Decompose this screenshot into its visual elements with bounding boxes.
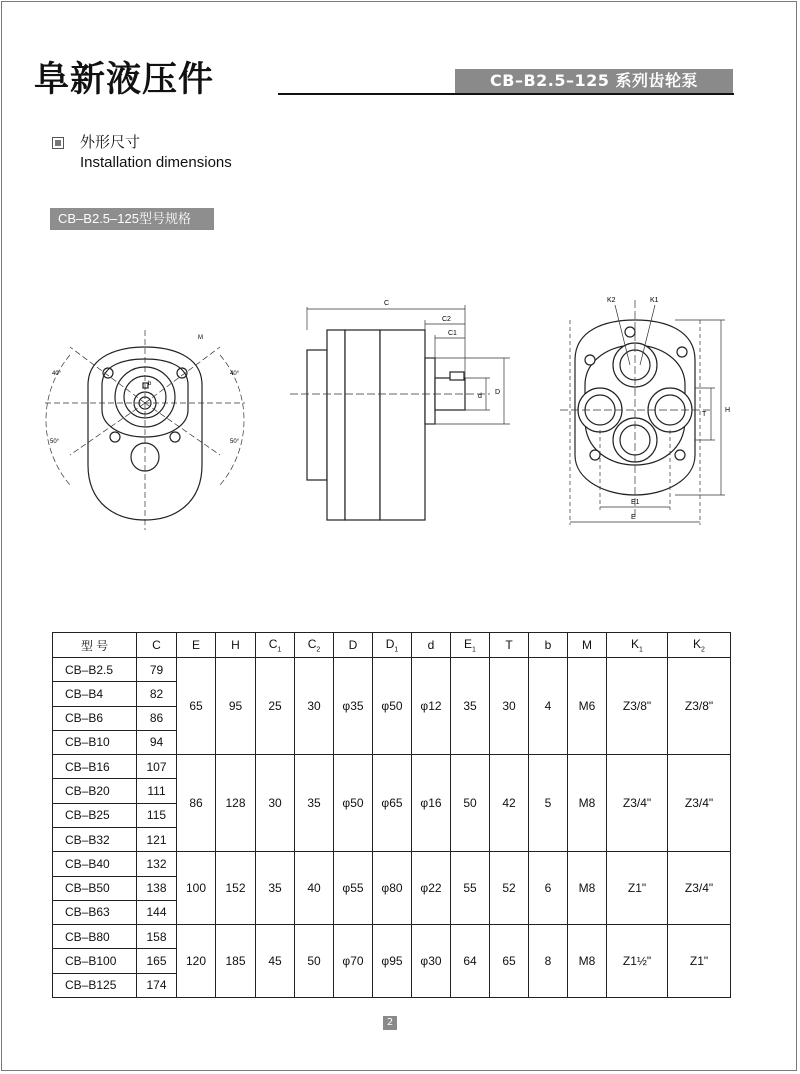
spec-value-cell-c1: 35 [256, 852, 295, 925]
spec-value-cell-d1: φ95 [373, 925, 412, 998]
spec-value-cell-d: φ70 [334, 925, 373, 998]
spec-value-cell-k1: Z3/8" [607, 658, 668, 755]
rear-label-e: E [631, 514, 636, 521]
spec-value-cell-h: 152 [216, 852, 256, 925]
spec-value-cell-t: 52 [490, 852, 529, 925]
spec-value-cell-c1: 45 [256, 925, 295, 998]
spec-value-cell-e1: 64 [451, 925, 490, 998]
series-title: CB–B2.5–125 系列齿轮泵 [455, 69, 733, 93]
header-cell: D [334, 633, 373, 658]
spec-value-cell-e: 86 [177, 755, 216, 852]
model-cell: CB–B2.5 [53, 658, 137, 682]
spec-value-cell-m: M8 [568, 925, 607, 998]
spec-value-cell-d: φ16 [412, 755, 451, 852]
front-view-drawing [40, 325, 250, 535]
spec-value-cell-b: 4 [529, 658, 568, 755]
side-label-d-small: d [478, 393, 482, 400]
spec-value-cell-k1: Z3/4" [607, 755, 668, 852]
header-cell: $K_2$ [668, 633, 731, 658]
model-cell: CB–B125 [53, 973, 137, 997]
spec-value-cell-b: 6 [529, 852, 568, 925]
c-value-cell: 165 [137, 949, 177, 973]
model-cell: CB–B32 [53, 827, 137, 851]
spec-value-cell-c2: 50 [295, 925, 334, 998]
spec-value-cell-e: 65 [177, 658, 216, 755]
spec-value-cell-k2: Z3/4" [668, 852, 731, 925]
spec-value-cell-k1: Z1½" [607, 925, 668, 998]
rear-view-drawing [555, 290, 735, 530]
spec-value-cell-d: φ30 [412, 925, 451, 998]
spec-value-cell-c2: 35 [295, 755, 334, 852]
c-value-cell: 121 [137, 827, 177, 851]
spec-value-cell-h: 128 [216, 755, 256, 852]
spec-value-cell-t: 65 [490, 925, 529, 998]
table-row [53, 658, 731, 682]
side-view-drawing [290, 290, 520, 530]
model-cell: CB–B63 [53, 900, 137, 924]
c-value-cell: 158 [137, 925, 177, 949]
c-value-cell: 144 [137, 900, 177, 924]
spec-value-cell-d: φ22 [412, 852, 451, 925]
spec-value-cell-b: 8 [529, 925, 568, 998]
spec-value-cell-c2: 40 [295, 852, 334, 925]
spec-value-cell-h: 95 [216, 658, 256, 755]
model-cell: CB–B20 [53, 779, 137, 803]
spec-value-cell-m: M8 [568, 755, 607, 852]
spec-value-cell-d1: φ50 [373, 658, 412, 755]
spec-value-cell-t: 30 [490, 658, 529, 755]
c-value-cell: 111 [137, 779, 177, 803]
spec-value-cell-c1: 30 [256, 755, 295, 852]
model-cell: CB–B80 [53, 925, 137, 949]
spec-value-cell-k2: Z1" [668, 925, 731, 998]
spec-value-cell-k2: Z3/8" [668, 658, 731, 755]
front-label-m: M [198, 335, 203, 341]
header-cell: T [490, 633, 529, 658]
c-value-cell: 82 [137, 682, 177, 706]
model-cell: CB–B6 [53, 706, 137, 730]
c-value-cell: 94 [137, 730, 177, 754]
model-cell: CB–B100 [53, 949, 137, 973]
spec-label: CB–B2.5–125型号规格 [50, 208, 214, 230]
header-cell: M [568, 633, 607, 658]
header-cell: d [412, 633, 451, 658]
header-cell: $D_1$ [373, 633, 412, 658]
spec-value-cell-k1: Z1" [607, 852, 668, 925]
header-cell: $K_1$ [607, 633, 668, 658]
model-cell: CB–B25 [53, 803, 137, 827]
spec-value-cell-c2: 30 [295, 658, 334, 755]
spec-value-cell-d: φ12 [412, 658, 451, 755]
side-label-c2: C2 [442, 316, 451, 323]
table-row [53, 925, 731, 949]
spec-value-cell-d: φ55 [334, 852, 373, 925]
model-cell: CB–B4 [53, 682, 137, 706]
side-label-c: C [384, 300, 390, 307]
table-row [53, 755, 731, 779]
model-cell: CB–B50 [53, 876, 137, 900]
brand-title: 阜新液压件 [34, 60, 215, 100]
spec-value-cell-e: 100 [177, 852, 216, 925]
front-angle-left-40: 40° [52, 371, 62, 377]
spec-value-cell-t: 42 [490, 755, 529, 852]
header-cell: E [177, 633, 216, 658]
header-cell: b [529, 633, 568, 658]
rear-label-e1: E1 [631, 499, 640, 506]
spec-value-cell-d1: φ65 [373, 755, 412, 852]
model-cell: CB–B10 [53, 730, 137, 754]
spec-value-cell-m: M6 [568, 658, 607, 755]
spec-value-cell-e1: 35 [451, 658, 490, 755]
spec-value-cell-c1: 25 [256, 658, 295, 755]
model-cell: CB–B40 [53, 852, 137, 876]
spec-value-cell-b: 5 [529, 755, 568, 852]
c-value-cell: 86 [137, 706, 177, 730]
side-label-c1: C1 [448, 330, 457, 337]
spec-value-cell-d1: φ80 [373, 852, 412, 925]
side-label-d-large: D [495, 389, 501, 396]
spec-value-cell-e: 120 [177, 925, 216, 998]
spec-value-cell-e1: 55 [451, 852, 490, 925]
front-angle-left-50: 50° [50, 439, 60, 445]
rear-label-h: H [725, 407, 731, 414]
section-title-cn: 外形尺寸 [80, 133, 141, 151]
spec-value-cell-k2: Z3/4" [668, 755, 731, 852]
front-label-b: b [148, 381, 152, 387]
header-cell: C [137, 633, 177, 658]
header-cell: $C_2$ [295, 633, 334, 658]
c-value-cell: 138 [137, 876, 177, 900]
section-title-en: Installation dimensions [80, 154, 232, 171]
header-rule [278, 93, 734, 95]
c-value-cell: 107 [137, 755, 177, 779]
table-header-row [53, 633, 731, 658]
header-cell: 型 号 [53, 633, 137, 658]
spec-value-cell-m: M8 [568, 852, 607, 925]
header-cell: $E_1$ [451, 633, 490, 658]
model-cell: CB–B16 [53, 755, 137, 779]
page-number: 2 [383, 1016, 397, 1030]
rear-label-k1: K1 [650, 297, 659, 304]
section-bullet-icon [52, 137, 64, 149]
header-cell: H [216, 633, 256, 658]
spec-value-cell-d: φ35 [334, 658, 373, 755]
front-angle-right-50: 50° [230, 439, 240, 445]
rear-label-t: T [702, 411, 707, 418]
c-value-cell: 115 [137, 803, 177, 827]
header-cell: $C_1$ [256, 633, 295, 658]
table-row [53, 852, 731, 876]
c-value-cell: 132 [137, 852, 177, 876]
spec-value-cell-e1: 50 [451, 755, 490, 852]
c-value-cell: 174 [137, 973, 177, 997]
spec-value-cell-h: 185 [216, 925, 256, 998]
rear-label-k2: K2 [607, 297, 616, 304]
c-value-cell: 79 [137, 658, 177, 682]
specifications-table [52, 632, 731, 998]
front-angle-right-40: 40° [230, 371, 240, 377]
spec-value-cell-d: φ50 [334, 755, 373, 852]
